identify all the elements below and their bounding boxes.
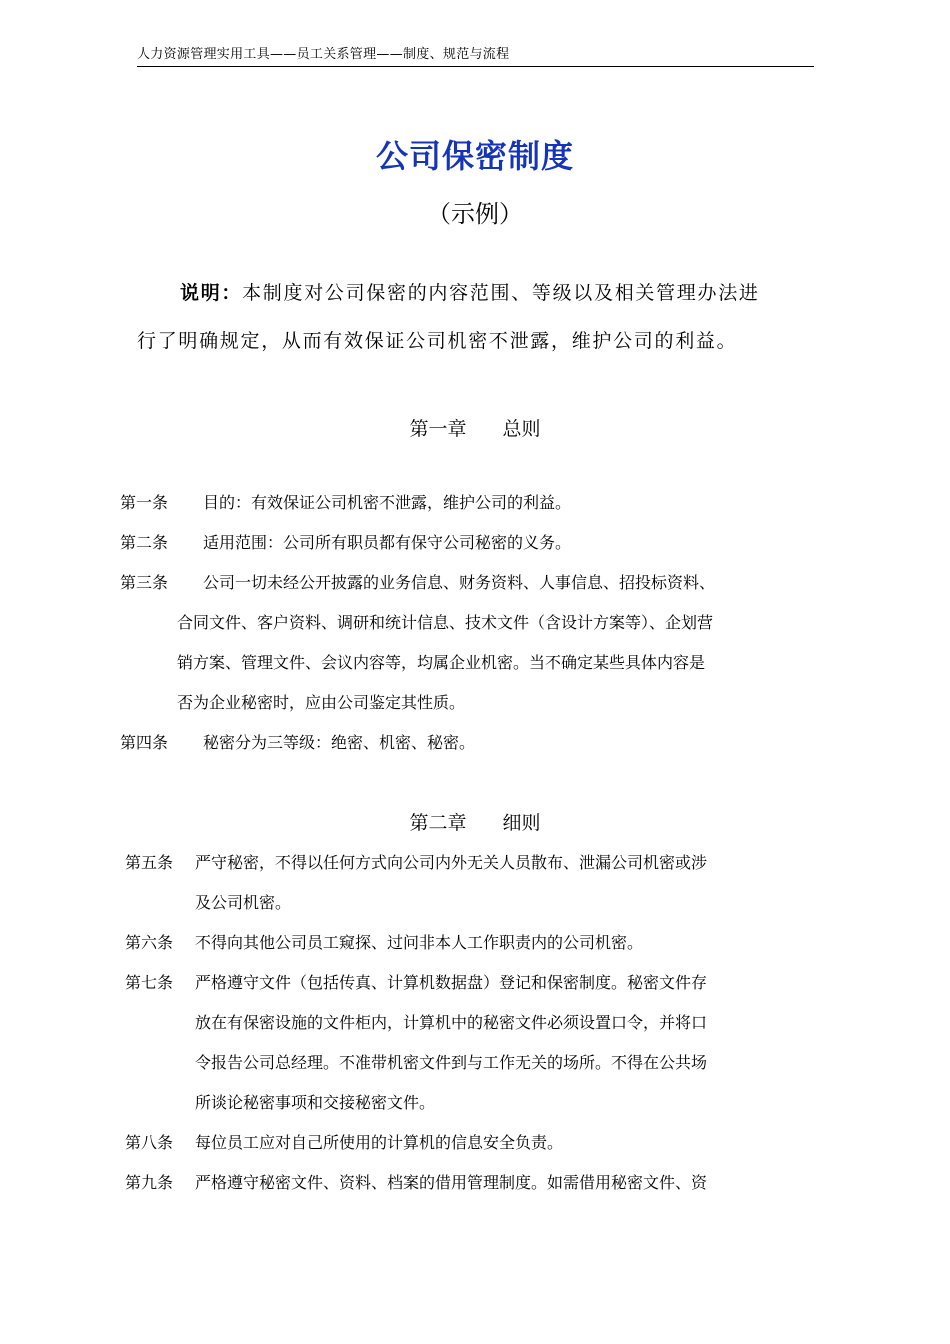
header-divider: [137, 66, 814, 67]
chapter-1-name: 总则: [502, 418, 541, 440]
article-text-line: 严格遵守秘密文件、资料、档案的借用管理制度。如需借用秘密文件、资: [195, 1173, 708, 1192]
intro-label: 说明：: [180, 282, 243, 304]
article-text-line: 严格遵守文件（包括传真、计算机数据盘）登记和保密制度。秘密文件存: [195, 973, 708, 992]
article: [125, 1163, 820, 1203]
article-text-line: 目的：有效保证公司机密不泄露，维护公司的利益。: [203, 493, 572, 512]
document-title: 公司保密制度: [375, 137, 574, 175]
intro-text-2: 行了明确规定，从而有效保证公司机密不泄露，维护公司的利益。: [137, 330, 738, 352]
article-text-line: 合同文件、客户资料、调研和统计信息、技术文件（含设计方案等）、企划营: [177, 613, 714, 632]
article: [125, 1123, 820, 1163]
intro-text-1: 本制度对公司保密的内容范围、等级以及相关管理办法进: [242, 282, 760, 304]
chapter-2-articles: [125, 843, 820, 1203]
article-number: 第五条: [125, 853, 174, 872]
intro-paragraph: [137, 269, 814, 365]
article: [125, 843, 820, 923]
running-header: 人力资源管理实用工具——员工关系管理——制度、规范与流程: [137, 47, 510, 62]
chapter-1-number: 第一章: [409, 418, 467, 440]
article-text-line: 适用范围：公司所有职员都有保守公司秘密的义务。: [203, 533, 572, 552]
article-text-line: 秘密分为三等级：绝密、机密、秘密。: [203, 733, 476, 752]
article-text-line: 放在有保密设施的文件柜内，计算机中的秘密文件必须设置口令，并将口: [195, 1013, 708, 1032]
chapter-2-number: 第二章: [409, 812, 467, 834]
article-text-line: 销方案、管理文件、会议内容等，均属企业机密。当不确定某些具体内容是: [177, 653, 706, 672]
article-text-line: 每位员工应对自己所使用的计算机的信息安全负责。: [195, 1133, 564, 1152]
article: [120, 483, 820, 523]
document-subtitle: （示例）: [427, 200, 523, 228]
article-number: 第九条: [125, 1173, 174, 1192]
article-text-line: 及公司机密。: [195, 893, 292, 912]
chapter-1-articles: [120, 483, 820, 763]
chapter-2-heading: [0, 808, 950, 838]
article-number: 第六条: [125, 933, 174, 952]
chapter-2-name: 细则: [502, 812, 541, 834]
chapter-1-heading: [0, 414, 950, 444]
intro-line-1: [137, 269, 814, 317]
article-number: 第三条: [120, 573, 169, 592]
article-text-line: 否为企业秘密时，应由公司鉴定其性质。: [177, 693, 466, 712]
article-number: 第四条: [120, 733, 169, 752]
article-number: 第八条: [125, 1133, 174, 1152]
article-text-line: 令报告公司总经理。不准带机密文件到与工作无关的场所。不得在公共场: [195, 1053, 708, 1072]
article: [120, 563, 820, 723]
article-number: 第二条: [120, 533, 169, 552]
article-text-line: 严守秘密，不得以任何方式向公司内外无关人员散布、泄漏公司机密或涉: [195, 853, 708, 872]
article: [120, 723, 820, 763]
article-text-line: 所谈论秘密事项和交接秘密文件。: [195, 1093, 436, 1112]
article-number: 第一条: [120, 493, 169, 512]
article: [125, 963, 820, 1123]
article-text-line: 公司一切未经公开披露的业务信息、财务资料、人事信息、招投标资料、: [203, 573, 716, 592]
article-number: 第七条: [125, 973, 174, 992]
article: [125, 923, 820, 963]
article-text-line: 不得向其他公司员工窥探、过问非本人工作职责内的公司机密。: [195, 933, 644, 952]
article: [120, 523, 820, 563]
